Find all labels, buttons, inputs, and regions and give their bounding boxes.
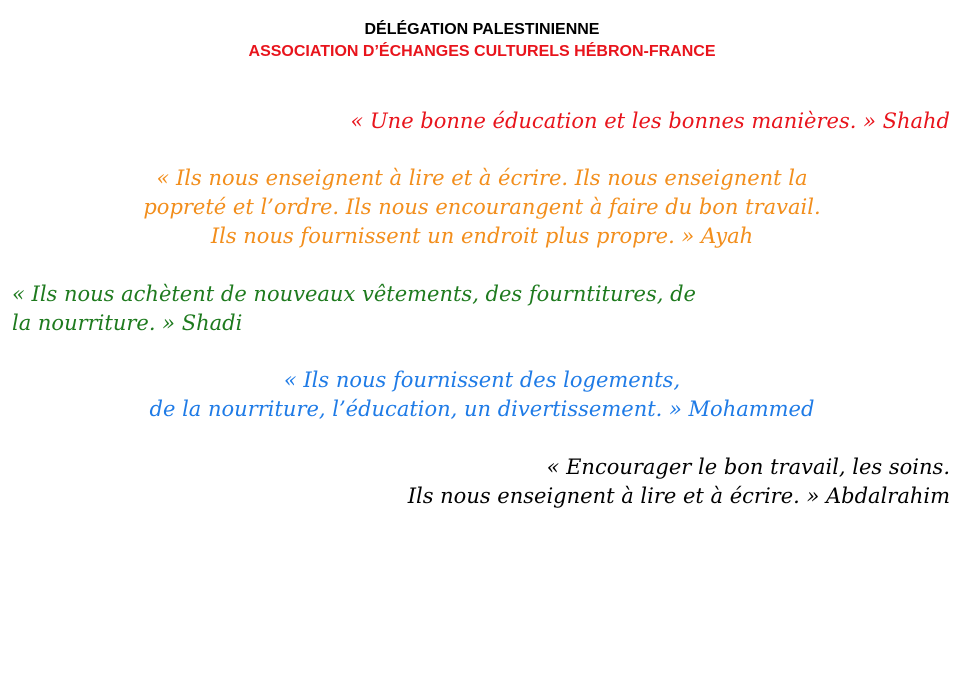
quote-line: « Ils nous achètent de nouveaux vêtements, des fourntitures, de [12,282,696,306]
quote-line: de la nourriture, l’éducation, un divertissement. » Mohammed [149,397,815,421]
document-header [0,19,964,63]
quote-line: « Ils nous enseignent à lire et à écrire. Ils nous enseignent la [156,166,808,190]
quote-mohammed [0,366,964,424]
quote-line: Ils nous fournissent un endroit plus propre. » Ayah [210,224,754,248]
quote-abdalrahim [408,453,950,511]
association-subtitle: ASSOCIATION D’ÉCHANGES CULTURELS HÉBRON-FRANCE [248,43,716,60]
quote-line: « Ils nous fournissent des logements, [283,368,681,392]
quote-line: « Une bonne éducation et les bonnes manières. » Shahd [350,109,950,133]
quote-ayah [0,164,964,251]
quote-shahd [350,107,950,136]
quote-line: « Encourager le bon travail, les soins. [546,455,950,479]
delegation-title: DÉLÉGATION PALESTINIENNE [364,21,600,38]
quote-line: popreté et l’ordre. Ils nous encourangent à faire du bon travail. [143,195,821,219]
quote-line: Ils nous enseignent à lire et à écrire. » Abdalrahim [407,484,950,508]
quote-shadi [12,280,696,338]
quote-line: la nourriture. » Shadi [12,311,243,335]
